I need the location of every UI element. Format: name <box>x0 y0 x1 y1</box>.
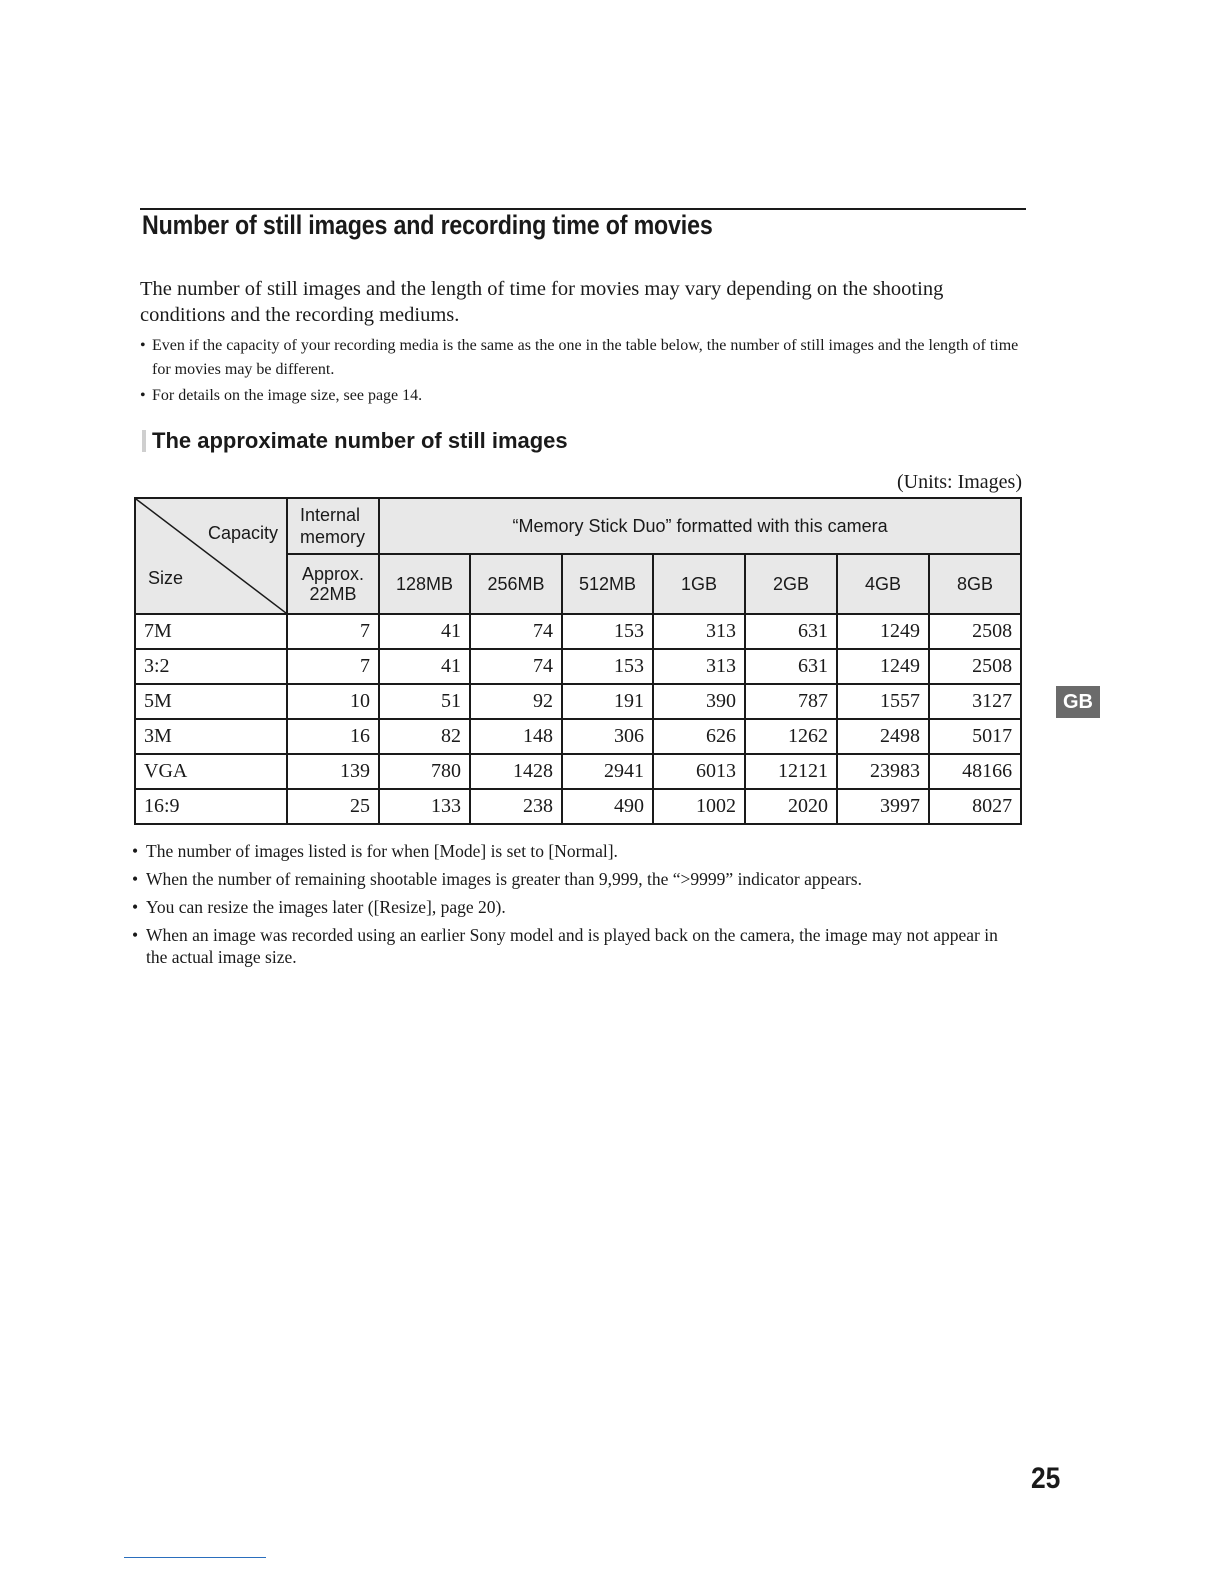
value-cell: 1249 <box>837 614 929 649</box>
table-row <box>135 754 1021 789</box>
value-cell: 6013 <box>653 754 745 789</box>
value-cell: 1262 <box>745 719 837 754</box>
value-cell: 133 <box>379 789 470 824</box>
value-cell: 2508 <box>929 614 1021 649</box>
intro-bullets <box>140 334 1025 410</box>
intro-bullet-text: Even if the capacity of your recording media is the same as the one in the table below, the number of still images and the length of time for movies may be different. <box>152 337 1019 378</box>
value-cell: 153 <box>562 614 653 649</box>
value-cell: 48166 <box>929 754 1021 789</box>
value-cell: 74 <box>470 649 562 684</box>
value-cell: 787 <box>745 684 837 719</box>
size-cell: 5M <box>135 684 287 719</box>
note-item <box>132 840 1012 862</box>
memory-stick-header: “Memory Stick Duo” formatted with this camera <box>379 498 1021 554</box>
bullet-dot-icon: • <box>140 337 146 354</box>
language-tab: GB <box>1056 686 1100 718</box>
value-cell: 390 <box>653 684 745 719</box>
corner-capacity-label: Capacity <box>207 523 278 543</box>
value-cell: 313 <box>653 649 745 684</box>
value-cell: 1002 <box>653 789 745 824</box>
table-row <box>135 789 1021 824</box>
value-cell: 12121 <box>745 754 837 789</box>
value-cell: 631 <box>745 614 837 649</box>
value-cell: 1249 <box>837 649 929 684</box>
size-cell: 3M <box>135 719 287 754</box>
value-cell: 92 <box>470 684 562 719</box>
intro-bullet-text: For details on the image size, see page 14. <box>152 387 423 404</box>
section-title: Number of still images and recording time of movies <box>142 210 713 240</box>
value-cell: 16 <box>287 719 379 754</box>
note-text: You can resize the images later ([Resize], page 20). <box>146 897 506 917</box>
table-row <box>135 684 1021 719</box>
bullet-dot-icon: • <box>132 925 139 945</box>
value-cell: 191 <box>562 684 653 719</box>
units-label: (Units: Images) <box>897 471 1022 493</box>
value-cell: 82 <box>379 719 470 754</box>
value-cell: 2498 <box>837 719 929 754</box>
intro-bullet <box>140 334 1025 382</box>
size-cell: 16:9 <box>135 789 287 824</box>
internal-capacity-header: Approx. 22MB <box>287 554 379 614</box>
value-cell: 10 <box>287 684 379 719</box>
note-text: When the number of remaining shootable images is greater than 9,999, the “>9999” indicator appears. <box>146 869 862 889</box>
value-cell: 23983 <box>837 754 929 789</box>
value-cell: 7 <box>287 649 379 684</box>
value-cell: 25 <box>287 789 379 824</box>
table-row <box>135 649 1021 684</box>
capacity-header: 8GB <box>929 554 1021 614</box>
value-cell: 41 <box>379 614 470 649</box>
table-notes <box>132 840 1012 974</box>
capacity-header: 256MB <box>470 554 562 614</box>
value-cell: 631 <box>745 649 837 684</box>
footer-rule <box>124 1557 266 1558</box>
size-cell: 7M <box>135 614 287 649</box>
value-cell: 2941 <box>562 754 653 789</box>
still-images-table <box>134 497 1022 825</box>
capacity-header: 512MB <box>562 554 653 614</box>
value-cell: 139 <box>287 754 379 789</box>
value-cell: 1557 <box>837 684 929 719</box>
intro-paragraph: The number of still images and the length of time for movies may vary depending on the shooting conditions and the recording mediums. <box>140 278 944 326</box>
bullet-dot-icon: • <box>140 387 146 404</box>
internal-memory-header: Internal memory <box>287 498 379 554</box>
value-cell: 780 <box>379 754 470 789</box>
value-cell: 3127 <box>929 684 1021 719</box>
corner-header <box>135 498 287 614</box>
note-text: When an image was recorded using an earlier Sony model and is played back on the camera, the image may not appear in the actual image size. <box>146 925 998 967</box>
size-cell: VGA <box>135 754 287 789</box>
value-cell: 153 <box>562 649 653 684</box>
capacity-header: 128MB <box>379 554 470 614</box>
corner-size-label: Size <box>148 568 184 588</box>
bullet-dot-icon: • <box>132 897 139 917</box>
subsection-heading <box>142 428 568 454</box>
value-cell: 7 <box>287 614 379 649</box>
value-cell: 148 <box>470 719 562 754</box>
note-text: The number of images listed is for when [Mode] is set to [Normal]. <box>146 841 618 861</box>
intro-bullet <box>140 384 1025 408</box>
table-row <box>135 614 1021 649</box>
value-cell: 1428 <box>470 754 562 789</box>
capacity-header: 2GB <box>745 554 837 614</box>
value-cell: 74 <box>470 614 562 649</box>
heading-marker-icon <box>142 430 146 452</box>
bullet-dot-icon: • <box>132 869 139 889</box>
value-cell: 51 <box>379 684 470 719</box>
value-cell: 8027 <box>929 789 1021 824</box>
table-row <box>135 719 1021 754</box>
value-cell: 2020 <box>745 789 837 824</box>
diagonal-divider-icon <box>136 499 286 613</box>
subsection-title: The approximate number of still images <box>152 428 568 453</box>
capacity-header: 1GB <box>653 554 745 614</box>
value-cell: 3997 <box>837 789 929 824</box>
note-item <box>132 924 1012 968</box>
value-cell: 306 <box>562 719 653 754</box>
bullet-dot-icon: • <box>132 841 139 861</box>
value-cell: 313 <box>653 614 745 649</box>
size-cell: 3:2 <box>135 649 287 684</box>
value-cell: 5017 <box>929 719 1021 754</box>
value-cell: 238 <box>470 789 562 824</box>
page-number: 25 <box>1030 1462 1060 1495</box>
value-cell: 41 <box>379 649 470 684</box>
note-item <box>132 896 1012 918</box>
value-cell: 626 <box>653 719 745 754</box>
value-cell: 2508 <box>929 649 1021 684</box>
value-cell: 490 <box>562 789 653 824</box>
note-item <box>132 868 1012 890</box>
capacity-header: 4GB <box>837 554 929 614</box>
